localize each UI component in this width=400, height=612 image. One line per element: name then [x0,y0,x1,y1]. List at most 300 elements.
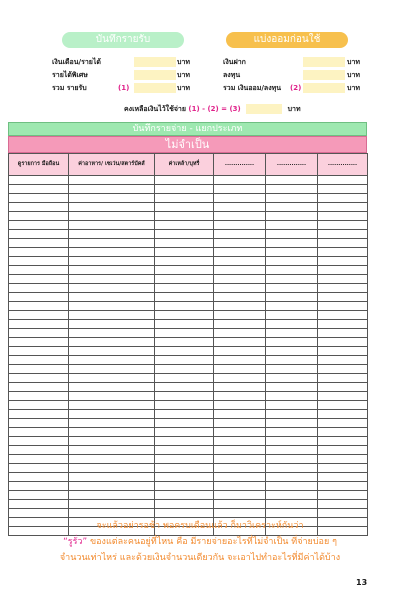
income-row-label: รายได้พิเศษ [52,71,88,79]
table-cell[interactable] [155,176,214,185]
table-cell[interactable] [155,401,214,410]
table-cell[interactable] [69,257,155,266]
footer-line: จำนวนเท่าไหร่ และด้วยเงินจำนวนเดียวกัน จะเอาไปทำอะไรที่มีค่าได้บ้าง [59,553,341,563]
table-cell[interactable] [266,356,318,365]
unit-label: บาท [177,71,190,79]
table-cell[interactable] [266,446,318,455]
table-cell[interactable] [9,221,69,230]
table-cell[interactable] [9,356,69,365]
table-cell[interactable] [155,338,214,347]
table-cell[interactable] [214,509,266,518]
table-cell[interactable] [155,212,214,221]
table-cell[interactable] [9,392,69,401]
table-cell[interactable] [318,455,368,464]
table-cell[interactable] [318,293,368,302]
table-cell[interactable] [155,419,214,428]
table-cell[interactable] [266,239,318,248]
income-total-marker: (1) [118,84,130,92]
table-cell[interactable] [155,257,214,266]
table-row [9,446,368,455]
table-cell[interactable] [266,509,318,518]
footer-quote: “รูรั่ว” [63,537,88,547]
unit-label: บาท [177,84,190,92]
table-cell[interactable] [69,356,155,365]
table-cell[interactable] [266,482,318,491]
table-cell[interactable] [266,464,318,473]
table-cell[interactable] [69,275,155,284]
table-row [9,320,368,329]
table-cell[interactable] [318,473,368,482]
table-row [9,401,368,410]
table-cell[interactable] [318,284,368,293]
table-cell[interactable] [69,230,155,239]
table-cell[interactable] [155,482,214,491]
table-cell[interactable] [69,347,155,356]
table-cell[interactable] [318,194,368,203]
column-header: ดูรายการ มือถือน [9,154,69,176]
table-cell[interactable] [318,374,368,383]
table-cell[interactable] [266,383,318,392]
table-cell[interactable] [69,284,155,293]
table-cell[interactable] [266,266,318,275]
unit-label: บาท [347,71,360,79]
table-cell[interactable] [318,500,368,509]
table-cell[interactable] [155,473,214,482]
table-cell[interactable] [214,500,266,509]
table-cell[interactable] [9,320,69,329]
table-cell[interactable] [266,401,318,410]
table-cell[interactable] [9,383,69,392]
saving-row-label: ลงทุน [223,71,241,79]
table-cell[interactable] [69,392,155,401]
table-cell[interactable] [214,185,266,194]
table-cell[interactable] [9,194,69,203]
table-cell[interactable] [9,509,69,518]
table-cell[interactable] [266,212,318,221]
table-cell[interactable] [318,509,368,518]
table-cell[interactable] [318,383,368,392]
table-cell[interactable] [155,320,214,329]
table-row [9,203,368,212]
table-cell[interactable] [9,473,69,482]
table-cell[interactable] [214,266,266,275]
table-cell[interactable] [214,176,266,185]
remaining-field[interactable] [246,104,282,114]
table-cell[interactable] [9,176,69,185]
table-cell[interactable] [318,437,368,446]
table-cell[interactable] [9,491,69,500]
table-cell[interactable] [266,302,318,311]
table-cell[interactable] [69,473,155,482]
table-row [9,482,368,491]
saving-row-invest [223,69,368,81]
table-cell[interactable] [318,230,368,239]
table-cell[interactable] [155,185,214,194]
table-cell[interactable] [266,365,318,374]
table-cell[interactable] [9,266,69,275]
table-cell[interactable] [69,374,155,383]
income-row-total [52,82,192,94]
table-cell[interactable] [9,257,69,266]
table-cell[interactable] [69,365,155,374]
table-cell[interactable] [9,230,69,239]
table-cell[interactable] [214,383,266,392]
table-cell[interactable] [266,230,318,239]
table-cell[interactable] [318,176,368,185]
table-row [9,194,368,203]
column-header: .............. [266,154,318,176]
table-cell[interactable] [69,302,155,311]
table-cell[interactable] [9,482,69,491]
table-cell[interactable] [69,500,155,509]
table-cell[interactable] [69,212,155,221]
table-cell[interactable] [214,374,266,383]
table-cell[interactable] [69,482,155,491]
table-cell[interactable] [318,203,368,212]
saving-section-title: แบ่งออมก่อนใช้ [226,32,348,48]
table-cell[interactable] [214,473,266,482]
table-cell[interactable] [318,257,368,266]
table-cell[interactable] [214,464,266,473]
column-header: ค่าอาหาร/ เซเว่น/สตาร์บัคส์ [69,154,155,176]
table-cell[interactable] [155,239,214,248]
table-row [9,365,368,374]
table-cell[interactable] [155,509,214,518]
table-cell[interactable] [318,365,368,374]
table-cell[interactable] [318,275,368,284]
table-cell[interactable] [9,302,69,311]
saving-row-label: รวม เงินออม/ลงทุน [223,84,282,92]
table-cell[interactable] [214,194,266,203]
table-row [9,284,368,293]
table-cell[interactable] [266,248,318,257]
table-cell[interactable] [9,464,69,473]
table-cell[interactable] [266,221,318,230]
table-cell[interactable] [266,275,318,284]
table-cell[interactable] [9,410,69,419]
table-row [9,275,368,284]
table-cell[interactable] [318,311,368,320]
table-cell[interactable] [214,401,266,410]
table-cell[interactable] [266,293,318,302]
table-cell[interactable] [318,446,368,455]
table-cell[interactable] [9,329,69,338]
table-cell[interactable] [214,446,266,455]
table-cell[interactable] [155,356,214,365]
table-cell[interactable] [214,221,266,230]
table-cell[interactable] [155,410,214,419]
table-cell[interactable] [266,347,318,356]
table-cell[interactable] [69,509,155,518]
table-cell[interactable] [266,419,318,428]
table-cell[interactable] [318,392,368,401]
table-cell[interactable] [266,437,318,446]
table-cell[interactable] [155,383,214,392]
table-cell[interactable] [266,338,318,347]
table-cell[interactable] [9,239,69,248]
table-cell[interactable] [214,410,266,419]
table-row [9,347,368,356]
table-cell[interactable] [9,500,69,509]
table-cell[interactable] [155,374,214,383]
table-row [9,293,368,302]
table-cell[interactable] [69,176,155,185]
table-cell[interactable] [214,275,266,284]
table-cell[interactable] [9,212,69,221]
table-row [9,473,368,482]
table-cell[interactable] [155,284,214,293]
table-cell[interactable] [9,374,69,383]
table-cell[interactable] [155,293,214,302]
remaining-row [124,103,301,115]
table-cell[interactable] [318,320,368,329]
table-cell[interactable] [318,212,368,221]
table-cell[interactable] [318,464,368,473]
table-cell[interactable] [155,266,214,275]
table-cell[interactable] [155,302,214,311]
table-cell[interactable] [214,302,266,311]
table-cell[interactable] [214,419,266,428]
table-cell[interactable] [69,320,155,329]
table-cell[interactable] [214,212,266,221]
table-cell[interactable] [69,194,155,203]
unit-label: บาท [287,105,301,113]
table-row [9,383,368,392]
table-cell[interactable] [214,293,266,302]
table-row [9,500,368,509]
table-cell[interactable] [318,302,368,311]
table-cell[interactable] [318,482,368,491]
table-cell[interactable] [155,329,214,338]
table-cell[interactable] [69,464,155,473]
table-cell[interactable] [69,203,155,212]
remaining-formula: (1) - (2) = (3) [188,105,241,113]
table-cell[interactable] [69,338,155,347]
table-cell[interactable] [9,419,69,428]
table-cell[interactable] [69,248,155,257]
table-cell[interactable] [214,329,266,338]
table-cell[interactable] [69,455,155,464]
table-cell[interactable] [318,428,368,437]
table-cell[interactable] [9,428,69,437]
income-row-label: เงินเดือน/รายได้ [52,58,101,66]
table-cell[interactable] [214,239,266,248]
footer-line: จะแล้วอย่ารอช้า พอครบเดือนแล้ว ก็มาวิเคราะห์กันว่า [96,521,304,531]
table-cell[interactable] [266,329,318,338]
table-cell[interactable] [214,365,266,374]
table-cell[interactable] [69,401,155,410]
table-row [9,410,368,419]
table-cell[interactable] [266,374,318,383]
table-cell[interactable] [214,392,266,401]
table-cell[interactable] [214,482,266,491]
table-cell[interactable] [69,266,155,275]
table-cell[interactable] [9,275,69,284]
table-cell[interactable] [266,311,318,320]
saving-deposit-field[interactable] [303,57,345,67]
table-cell[interactable] [214,230,266,239]
income-row-extra [52,69,192,81]
table-cell[interactable] [214,320,266,329]
remaining-label: คงเหลือเงินไว้ใช้จ่าย [124,105,186,113]
column-header: .............. [318,154,368,176]
income-total-field[interactable] [134,83,176,93]
table-cell[interactable] [69,419,155,428]
table-row [9,374,368,383]
table-cell[interactable] [214,491,266,500]
table-cell[interactable] [155,437,214,446]
table-cell[interactable] [318,356,368,365]
table-cell[interactable] [9,437,69,446]
footer-line [0,534,400,550]
table-cell[interactable] [9,284,69,293]
table-row [9,302,368,311]
column-header: .............. [214,154,266,176]
table-cell[interactable] [69,329,155,338]
table-cell[interactable] [266,473,318,482]
table-cell[interactable] [214,311,266,320]
table-cell[interactable] [214,437,266,446]
table-cell[interactable] [266,194,318,203]
table-cell[interactable] [266,455,318,464]
table-row [9,185,368,194]
table-row [9,464,368,473]
table-cell[interactable] [318,347,368,356]
unit-label: บาท [347,84,360,92]
table-cell[interactable] [318,410,368,419]
table-row [9,392,368,401]
table-row [9,356,368,365]
table-cell[interactable] [318,419,368,428]
table-header-row [9,154,368,176]
table-cell[interactable] [69,437,155,446]
table-cell[interactable] [318,266,368,275]
table-cell[interactable] [155,275,214,284]
table-cell[interactable] [155,365,214,374]
saving-invest-field[interactable] [303,70,345,80]
table-cell[interactable] [266,410,318,419]
saving-row-total [223,82,368,94]
table-cell[interactable] [69,293,155,302]
table-cell[interactable] [214,203,266,212]
table-cell[interactable] [214,338,266,347]
table-cell[interactable] [214,356,266,365]
table-cell[interactable] [155,392,214,401]
income-extra-field[interactable] [134,70,176,80]
table-cell[interactable] [266,284,318,293]
table-cell[interactable] [266,203,318,212]
table-cell[interactable] [214,257,266,266]
table-cell[interactable] [69,185,155,194]
table-cell[interactable] [155,455,214,464]
table-cell[interactable] [9,248,69,257]
table-row [9,428,368,437]
saving-total-marker: (2) [290,84,302,92]
table-cell[interactable] [266,257,318,266]
table-cell[interactable] [318,329,368,338]
table-cell[interactable] [9,185,69,194]
table-cell[interactable] [318,338,368,347]
table-cell[interactable] [155,500,214,509]
table-cell[interactable] [155,203,214,212]
income-salary-field[interactable] [134,57,176,67]
saving-row-label: เงินฝาก [223,58,246,66]
table-cell[interactable] [266,320,318,329]
table-row [9,491,368,500]
table-cell[interactable] [214,284,266,293]
table-cell[interactable] [9,347,69,356]
table-row [9,311,368,320]
table-cell[interactable] [266,176,318,185]
income-row-salary [52,56,192,68]
table-cell[interactable] [266,500,318,509]
income-section-title: บันทึกรายรับ [62,32,184,48]
expense-table [8,153,368,536]
table-cell[interactable] [155,446,214,455]
table-cell[interactable] [214,347,266,356]
unnecessary-subtitle: ไม่จำเป็น [8,136,367,153]
table-cell[interactable] [155,491,214,500]
table-cell[interactable] [9,446,69,455]
table-cell[interactable] [9,203,69,212]
table-cell[interactable] [155,248,214,257]
table-row [9,329,368,338]
table-cell[interactable] [9,365,69,374]
table-cell[interactable] [266,392,318,401]
table-cell[interactable] [69,428,155,437]
saving-row-deposit [223,56,368,68]
table-cell[interactable] [9,311,69,320]
table-cell[interactable] [266,491,318,500]
table-cell[interactable] [69,311,155,320]
table-cell[interactable] [9,293,69,302]
table-cell[interactable] [69,491,155,500]
table-cell[interactable] [9,455,69,464]
table-cell[interactable] [69,383,155,392]
table-cell[interactable] [155,311,214,320]
table-cell[interactable] [318,491,368,500]
income-row-label: รวม รายรับ [52,84,87,92]
table-cell[interactable] [155,464,214,473]
expense-table-body [9,176,368,536]
table-cell[interactable] [69,410,155,419]
table-cell[interactable] [214,455,266,464]
table-row [9,212,368,221]
table-cell[interactable] [318,401,368,410]
table-cell[interactable] [155,194,214,203]
table-cell[interactable] [214,428,266,437]
table-cell[interactable] [318,239,368,248]
table-cell[interactable] [9,401,69,410]
table-cell[interactable] [9,338,69,347]
table-cell[interactable] [318,248,368,257]
table-cell[interactable] [318,221,368,230]
table-cell[interactable] [214,248,266,257]
table-cell[interactable] [266,185,318,194]
table-cell[interactable] [155,428,214,437]
table-cell[interactable] [69,221,155,230]
table-row [9,239,368,248]
saving-total-field[interactable] [303,83,345,93]
table-cell[interactable] [69,239,155,248]
table-cell[interactable] [155,230,214,239]
table-cell[interactable] [318,185,368,194]
table-row [9,221,368,230]
table-cell[interactable] [69,446,155,455]
table-cell[interactable] [266,428,318,437]
table-cell[interactable] [155,347,214,356]
table-cell[interactable] [155,221,214,230]
